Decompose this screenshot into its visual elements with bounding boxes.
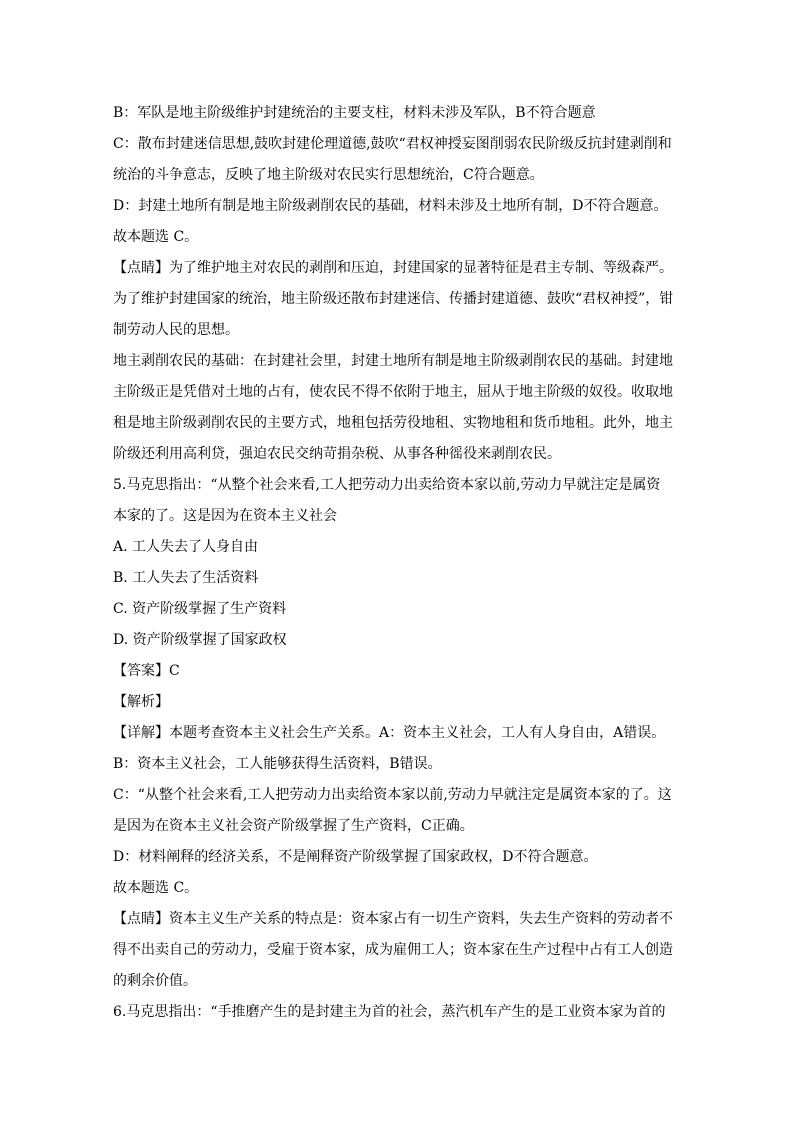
text-line: 地主剥削农民的基础：在封建社会里，封建土地所有制是地主阶级剥削农民的基础。封建地 — [113, 353, 673, 369]
option-a: A. 工人失去了人身自由 — [113, 539, 259, 555]
text-line: D：材料阐释的经济关系，不是阐释资产阶级掌握了国家政权，D不符合题意。 — [113, 849, 598, 865]
text-line: 租是地主阶级剥削农民的主要方式，地租包括劳役地租、实物地租和货币地租。此外，地主 — [113, 415, 673, 431]
text-line: 阶级还利用高利贷，强迫农民交纳苛捐杂税、从事各种徭役来剥削农民。 — [113, 446, 561, 462]
text-line: 是因为在资本主义社会资产阶级掌握了生产资料，C正确。 — [113, 818, 474, 834]
question-text: 5.马克思指出：“从整个社会来看,工人把劳动力出卖给资本家以前,劳动力早就注定是属资 — [113, 477, 661, 493]
text-line: 得不出卖自己的劳动力，受雇于资本家，成为雇佣工人；资本家在生产过程中占有工人创造 — [113, 942, 673, 958]
text-line: 统治的斗争意志，反映了地主阶级对农民实行思想统治，C符合题意。 — [113, 167, 544, 183]
text-line: 故本题选 C。 — [113, 229, 199, 245]
text-line: 【详解】本题考查资本主义社会生产关系。A：资本主义社会，工人有人身自由，A错误。 — [113, 725, 666, 741]
text-line: 制劳动人民的思想。 — [113, 322, 239, 338]
text-line: 故本题选 C。 — [113, 880, 199, 896]
answer-label: 【答案】C — [113, 663, 180, 679]
option-b: B. 工人失去了生活资料 — [113, 570, 259, 586]
option-d: D. 资产阶级掌握了国家政权 — [113, 632, 287, 648]
text-line: 为了维护封建国家的统治，地主阶级还散布封建迷信、传播封建道德、鼓吹“君权神授”，钳 — [113, 291, 674, 307]
question-text: 本家的了。这是因为在资本主义社会 — [113, 508, 337, 524]
text-line: C：散布封建迷信思想,鼓吹封建伦理道德,鼓吹“君权神授妄图削弱农民阶级反抗封建剥削和 — [113, 136, 672, 152]
text-line: C：“从整个社会来看,工人把劳动力出卖给资本家以前,劳动力早就注定是属资本家的了。这 — [113, 787, 672, 803]
text-line: B：军队是地主阶级维护封建统治的主要支柱，材料未涉及军队，B不符合题意 — [113, 105, 596, 121]
analysis-label: 【解析】 — [113, 694, 169, 710]
text-line: B：资本主义社会，工人能够获得生活资料，B错误。 — [113, 756, 442, 772]
text-line: 主阶级正是凭借对土地的占有，使农民不得不依附于地主，屈从于地主阶级的奴役。收取地 — [113, 384, 673, 400]
text-line: 【点睛】为了维护地主对农民的剥削和压迫，封建国家的显著特征是君主专制、等级森严。 — [113, 260, 673, 276]
option-c: C. 资产阶级掌握了生产资料 — [113, 601, 287, 617]
question-text: 6.马克思指出：“手推磨产生的是封建主为首的社会，蒸汽机车产生的是工业资本家为首的 — [113, 1004, 666, 1020]
text-line: 的剩余价值。 — [113, 973, 197, 989]
text-line: D：封建土地所有制是地主阶级剥削农民的基础，材料未涉及土地所有制，D不符合题意。 — [113, 198, 668, 214]
text-line: 【点睛】资本主义生产关系的特点是：资本家占有一切生产资料，失去生产资料的劳动者不 — [113, 911, 673, 927]
